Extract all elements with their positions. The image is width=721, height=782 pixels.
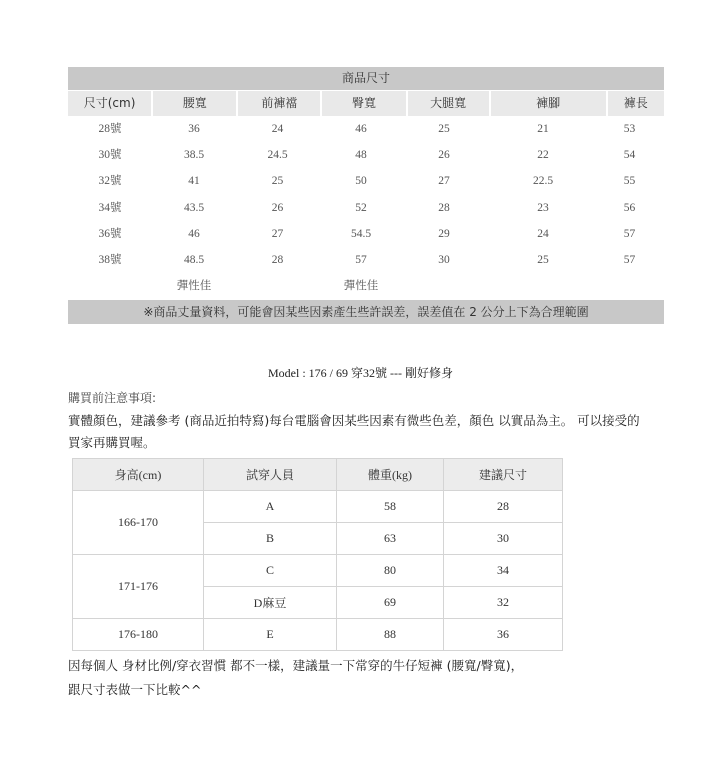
size-cell: 28: [271, 253, 284, 266]
header-cell: 腰寬: [153, 91, 236, 116]
fit-size-cell: 32: [444, 587, 563, 619]
size-cell: 24.5: [267, 149, 288, 162]
size-cell: 21: [537, 123, 549, 135]
size-cell: 38.5: [183, 149, 205, 162]
size-cell: 52: [355, 201, 367, 214]
size-cell: [485, 273, 601, 299]
fit-weight-cell: 58: [337, 491, 444, 523]
size-cell: 55: [623, 175, 636, 188]
size-cell: 57: [623, 227, 636, 240]
size-cell: 25: [271, 175, 284, 188]
size-chart-header: [68, 91, 664, 116]
size-cell: 48.5: [183, 253, 205, 266]
header-cell: 褲長: [608, 91, 664, 116]
size-row: [68, 247, 664, 273]
fit-header-cell: 試穿人員: [204, 459, 337, 491]
size-cell: 25: [537, 253, 549, 266]
size-cell: 41: [188, 175, 200, 188]
fit-header-cell: 身高(cm): [73, 459, 204, 491]
size-cell: 24: [271, 123, 284, 135]
size-cell: 彈性佳: [176, 280, 212, 293]
size-chart: [68, 67, 664, 299]
size-cell: 46: [355, 123, 367, 135]
size-row: [68, 195, 664, 221]
size-cell: 28號: [98, 123, 122, 135]
header-cell: 褲腳: [491, 91, 606, 116]
size-cell: 53: [623, 123, 636, 135]
fit-row: [73, 619, 563, 651]
fit-name-cell: B: [204, 523, 337, 555]
size-cell: [601, 273, 658, 299]
size-cell: 27: [271, 227, 284, 240]
purchase-notes-line: 實體顏色，建議參考 (商品近拍特寫)每台電腦會因某些因素有微些色差，顏色 以實品為主。 可以接受的: [68, 413, 640, 428]
size-cell: 46: [188, 227, 200, 240]
size-cell: 56: [623, 201, 636, 214]
fit-table-body: [73, 491, 563, 651]
size-cell: 29: [438, 227, 450, 240]
fit-name-cell: A: [204, 491, 337, 523]
size-row: [68, 168, 664, 194]
fit-weight-cell: 80: [337, 555, 444, 587]
size-cell: 32號: [98, 175, 122, 188]
size-cell: 43.5: [183, 201, 205, 214]
size-cell: 22: [537, 149, 549, 162]
size-cell: 50: [355, 175, 367, 188]
size-row: [68, 142, 664, 168]
size-cell: 36: [188, 123, 200, 135]
fit-weight-cell: 63: [337, 523, 444, 555]
purchase-notes-heading: 購買前注意事項:: [68, 391, 157, 405]
fit-table-header-row: [73, 459, 563, 491]
header-cell: 尺寸(cm): [68, 91, 151, 116]
header-cell: 前褲襠: [238, 91, 320, 116]
size-cell: 57: [623, 253, 636, 266]
fit-size-cell: 34: [444, 555, 563, 587]
fit-header-cell: 建議尺寸: [444, 459, 563, 491]
fit-weight-cell: 88: [337, 619, 444, 651]
fit-name-cell: E: [204, 619, 337, 651]
height-range-cell: 171-176: [73, 555, 204, 619]
size-cell: 54.5: [350, 227, 372, 240]
size-cell: 24: [537, 227, 549, 240]
height-range-cell: 166-170: [73, 491, 204, 555]
size-cell: [68, 273, 152, 299]
fit-row: [73, 491, 563, 523]
fit-header-cell: 體重(kg): [337, 459, 444, 491]
size-chart-title: 商品尺寸: [68, 67, 664, 90]
size-chart-body: [68, 116, 664, 299]
size-cell: 25: [438, 123, 450, 135]
size-cell: 22.5: [532, 175, 554, 188]
height-range-cell: 176-180: [73, 619, 204, 651]
size-cell: 30: [438, 253, 450, 266]
size-cell: 彈性佳: [343, 280, 379, 293]
size-cell: 30號: [98, 149, 122, 162]
fit-size-cell: 30: [444, 523, 563, 555]
size-cell: 54: [623, 149, 636, 162]
fit-advice: [68, 654, 523, 702]
size-cell: 23: [537, 201, 549, 214]
fit-size-cell: 36: [444, 619, 563, 651]
size-chart-note: ※商品丈量資料，可能會因某些因素產生些許誤差，誤差值在 2 公分上下為合理範圍: [68, 300, 664, 324]
size-cell: 38號: [98, 253, 122, 266]
size-row: [68, 221, 664, 247]
size-cell: 34號: [98, 201, 122, 214]
fit-name-cell: C: [204, 555, 337, 587]
fit-advice-line: 因每個人 身材比例/穿衣習慣 都不一樣，建議量一下常穿的牛仔短褲 (腰寬/臀寬)，: [68, 658, 524, 673]
purchase-notes-line: 買家再購買喔。: [68, 435, 156, 450]
size-cell: 26: [271, 201, 284, 214]
fit-size-cell: 28: [444, 491, 563, 523]
fit-table: [72, 458, 563, 651]
size-row: [68, 273, 664, 299]
model-info: Model : 176 / 69 穿32號 --- 剛好修身: [268, 366, 453, 380]
size-cell: 48: [355, 149, 367, 162]
header-cell: 臀寬: [322, 91, 405, 116]
fit-row: [73, 555, 563, 587]
fit-name-cell: D麻豆: [204, 587, 337, 619]
size-cell: [236, 273, 319, 299]
size-row: [68, 116, 664, 142]
size-cell: 27: [438, 175, 450, 188]
size-cell: 28: [438, 201, 450, 214]
size-cell: [403, 273, 485, 299]
size-cell: 26: [438, 149, 450, 162]
header-cell: 大腿寬: [408, 91, 489, 116]
purchase-notes-body: [68, 410, 668, 454]
size-cell: 57: [355, 253, 367, 266]
size-cell: 36號: [98, 227, 122, 240]
fit-weight-cell: 69: [337, 587, 444, 619]
fit-advice-line: 跟尺寸表做一下比較^^: [68, 682, 202, 697]
